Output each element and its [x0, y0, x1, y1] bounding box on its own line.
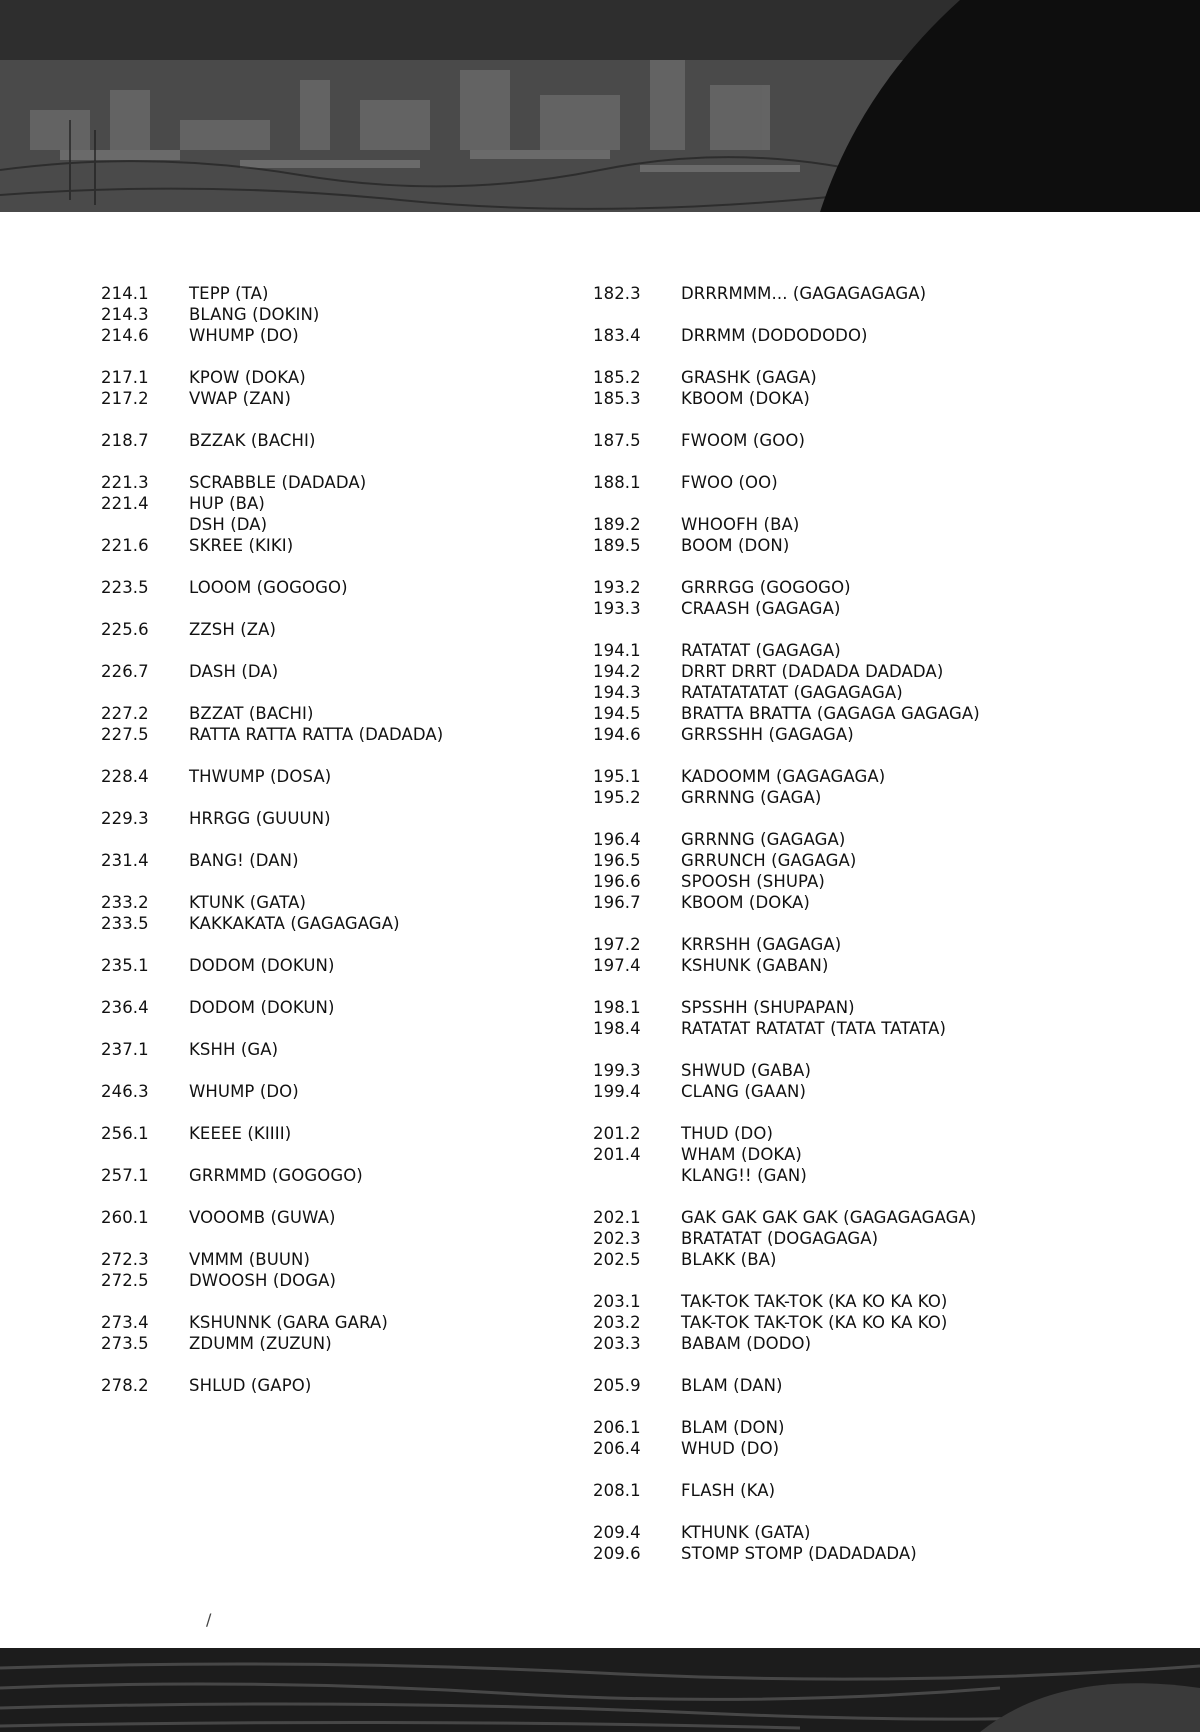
- sfx-translation: GRASHK (GAGA): [681, 368, 817, 387]
- sfx-page-panel-ref: 225.6: [101, 620, 149, 639]
- sfx-group: [101, 1312, 581, 1354]
- sfx-translation: RATATAT (GAGAGA): [681, 641, 841, 660]
- sfx-entry: [593, 1123, 1113, 1144]
- sfx-translation: SPSSHH (SHUPAPAN): [681, 998, 855, 1017]
- sfx-entry: [593, 892, 1113, 913]
- sfx-page-panel-ref: 194.5: [593, 704, 641, 723]
- sfx-translation: WHUMP (DO): [189, 1082, 299, 1101]
- sfx-page-panel-ref: 194.2: [593, 662, 641, 681]
- sfx-translation: HRRGG (GUUUN): [189, 809, 331, 828]
- sfx-group: [593, 829, 1113, 913]
- sfx-entry: [101, 1270, 581, 1291]
- sfx-group: [593, 1480, 1113, 1501]
- sfx-translation: KBOOM (DOKA): [681, 893, 810, 912]
- sfx-translation: BZZAK (BACHI): [189, 431, 316, 450]
- sfx-page-panel-ref: 257.1: [101, 1166, 149, 1185]
- sfx-page-panel-ref: 196.6: [593, 872, 641, 891]
- sfx-page-panel-ref: [101, 514, 189, 535]
- sfx-entry: [101, 304, 581, 325]
- sfx-entry: [593, 430, 1113, 451]
- sfx-entry: [593, 283, 1113, 304]
- sfx-translation: WHAM (DOKA): [681, 1145, 802, 1164]
- sfx-page-panel-ref: 231.4: [101, 851, 149, 870]
- sfx-group: [101, 283, 581, 346]
- sfx-glossary-left-column: [101, 283, 581, 1417]
- sfx-entry: [593, 598, 1113, 619]
- sfx-page-panel-ref: 272.3: [101, 1250, 149, 1269]
- sfx-group: [593, 934, 1113, 976]
- sfx-translation: SCRABBLE (DADADA): [189, 473, 367, 492]
- sfx-group: [593, 514, 1113, 556]
- sfx-translation: GRRNNG (GAGA): [681, 788, 822, 807]
- sfx-page-panel-ref: 202.5: [593, 1250, 641, 1269]
- sfx-entry: [101, 514, 581, 535]
- sfx-entry: [593, 787, 1113, 808]
- sfx-translation: DASH (DA): [189, 662, 279, 681]
- sfx-entry: [101, 619, 581, 640]
- sfx-entry: [101, 1207, 581, 1228]
- sfx-entry: [593, 661, 1113, 682]
- sfx-page-panel-ref: 214.1: [101, 284, 149, 303]
- sfx-page-panel-ref: 183.4: [593, 326, 641, 345]
- sfx-translation: WHUMP (DO): [189, 326, 299, 345]
- sfx-group: [101, 577, 581, 598]
- sfx-group: [101, 850, 581, 871]
- sfx-group: [593, 1291, 1113, 1354]
- sfx-entry: [101, 955, 581, 976]
- sfx-translation: KEEEE (KIIII): [189, 1124, 292, 1143]
- sfx-group: [593, 430, 1113, 451]
- sfx-entry: [101, 1249, 581, 1270]
- sfx-entry: [593, 1438, 1113, 1459]
- sfx-translation: KLANG!! (GAN): [681, 1166, 807, 1185]
- sfx-page-panel-ref: 195.1: [593, 767, 641, 786]
- sfx-entry: [593, 766, 1113, 787]
- sfx-entry: [101, 577, 581, 598]
- sfx-page-panel-ref: 221.6: [101, 536, 149, 555]
- sfx-translation: DODOM (DOKUN): [189, 998, 335, 1017]
- sfx-group: [101, 367, 581, 409]
- sfx-group: [101, 766, 581, 787]
- sfx-translation: WHOOFH (BA): [681, 515, 800, 534]
- sfx-translation: DODOM (DOKUN): [189, 956, 335, 975]
- sfx-group: [593, 997, 1113, 1039]
- sfx-group: [593, 1207, 1113, 1270]
- sfx-entry: [101, 1039, 581, 1060]
- sfx-group: [101, 955, 581, 976]
- sfx-page-panel-ref: 235.1: [101, 956, 149, 975]
- sfx-translation: FWOO (OO): [681, 473, 778, 492]
- sfx-entry: [593, 997, 1113, 1018]
- sfx-page-panel-ref: 237.1: [101, 1040, 149, 1059]
- sfx-page-panel-ref: 198.4: [593, 1019, 641, 1038]
- sfx-translation: BLAKK (BA): [681, 1250, 777, 1269]
- sfx-entry: [593, 640, 1113, 661]
- sfx-translation: KAKKAKATA (GAGAGAGA): [189, 914, 400, 933]
- sfx-entry: [101, 430, 581, 451]
- sfx-entry: [101, 283, 581, 304]
- sfx-translation: CRAASH (GAGAGA): [681, 599, 841, 618]
- sfx-group: [101, 703, 581, 745]
- sfx-page-panel-ref: 227.5: [101, 725, 149, 744]
- sfx-group: [101, 892, 581, 934]
- sfx-entry: [101, 367, 581, 388]
- sfx-page-panel-ref: 233.5: [101, 914, 149, 933]
- sfx-page-panel-ref: 202.1: [593, 1208, 641, 1227]
- sfx-translation: THWUMP (DOSA): [189, 767, 332, 786]
- sfx-translation: RATTA RATTA RATTA (DADADA): [189, 725, 444, 744]
- sfx-translation: GAK GAK GAK GAK (GAGAGAGAGA): [681, 1208, 977, 1227]
- rubble-illustration-icon: [0, 1648, 1200, 1732]
- sfx-group: [593, 1060, 1113, 1102]
- sfx-page-panel-ref: 197.4: [593, 956, 641, 975]
- sfx-group: [101, 1081, 581, 1102]
- sfx-page-panel-ref: 221.4: [101, 494, 149, 513]
- sfx-page-panel-ref: 199.3: [593, 1061, 641, 1080]
- sfx-translation: VMMM (BUUN): [189, 1250, 311, 1269]
- sfx-group: [101, 808, 581, 829]
- sfx-translation: BRATATAT (DOGAGAGA): [681, 1229, 879, 1248]
- sfx-group: [101, 661, 581, 682]
- sfx-entry: [593, 829, 1113, 850]
- sfx-page-panel-ref: 217.2: [101, 389, 149, 408]
- sfx-translation: TAK-TOK TAK-TOK (KA KO KA KO): [681, 1292, 948, 1311]
- sfx-page-panel-ref: 217.1: [101, 368, 149, 387]
- sfx-translation: BANG! (DAN): [189, 851, 299, 870]
- sfx-translation: FWOOM (GOO): [681, 431, 805, 450]
- sfx-group: [593, 1123, 1113, 1186]
- sfx-translation: ZDUMM (ZUZUN): [189, 1334, 332, 1353]
- sfx-page-panel-ref: 233.2: [101, 893, 149, 912]
- sfx-page-panel-ref: [593, 1165, 681, 1186]
- sfx-page-panel-ref: 205.9: [593, 1376, 641, 1395]
- sfx-translation: BOOM (DON): [681, 536, 790, 555]
- sfx-entry: [101, 325, 581, 346]
- sfx-entry: [101, 892, 581, 913]
- sfx-translation: SPOOSH (SHUPA): [681, 872, 825, 891]
- sfx-entry: [593, 1291, 1113, 1312]
- sfx-entry: [593, 955, 1113, 976]
- sfx-entry: [101, 493, 581, 514]
- sfx-entry: [593, 325, 1113, 346]
- sfx-group: [593, 325, 1113, 346]
- sfx-page-panel-ref: 189.5: [593, 536, 641, 555]
- sfx-group: [101, 619, 581, 640]
- sfx-translation: SKREE (KIKI): [189, 536, 294, 555]
- sfx-entry: [593, 577, 1113, 598]
- sfx-translation: DRRRMMM... (GAGAGAGAGA): [681, 284, 927, 303]
- sfx-translation: KTHUNK (GATA): [681, 1523, 811, 1542]
- sfx-page-panel-ref: 227.2: [101, 704, 149, 723]
- sfx-group: [593, 1522, 1113, 1564]
- sfx-entry: [593, 472, 1113, 493]
- sfx-group: [101, 1375, 581, 1396]
- sfx-translation: GRRSSHH (GAGAGA): [681, 725, 854, 744]
- sfx-page-panel-ref: 185.2: [593, 368, 641, 387]
- sfx-entry: [593, 1249, 1113, 1270]
- sfx-page-panel-ref: 203.3: [593, 1334, 641, 1353]
- sfx-entry: [101, 850, 581, 871]
- sfx-page-panel-ref: 218.7: [101, 431, 149, 450]
- sfx-translation: WHUD (DO): [681, 1439, 780, 1458]
- sfx-entry: [593, 1480, 1113, 1501]
- sfx-page-panel-ref: 256.1: [101, 1124, 149, 1143]
- sfx-group: [101, 1249, 581, 1291]
- sfx-entry: [101, 1375, 581, 1396]
- sfx-entry: [593, 1543, 1113, 1564]
- sfx-entry: [593, 1144, 1113, 1165]
- sfx-entry: [101, 997, 581, 1018]
- sfx-translation: BRATTA BRATTA (GAGAGA GAGAGA): [681, 704, 980, 723]
- sfx-page-panel-ref: 187.5: [593, 431, 641, 450]
- sfx-page-panel-ref: 182.3: [593, 284, 641, 303]
- sfx-page-panel-ref: 197.2: [593, 935, 641, 954]
- sfx-entry: [593, 871, 1113, 892]
- sfx-page-panel-ref: 273.4: [101, 1313, 149, 1332]
- sfx-entry: [593, 514, 1113, 535]
- sfx-group: [593, 766, 1113, 808]
- sfx-entry: [101, 1165, 581, 1186]
- sfx-page-panel-ref: 246.3: [101, 1082, 149, 1101]
- sfx-page-panel-ref: 221.3: [101, 473, 149, 492]
- sfx-group: [101, 1207, 581, 1228]
- sfx-entry: [593, 388, 1113, 409]
- sfx-translation: RATATATATAT (GAGAGAGA): [681, 683, 903, 702]
- sfx-page-panel-ref: 195.2: [593, 788, 641, 807]
- sfx-entry: [593, 703, 1113, 724]
- sfx-group: [593, 367, 1113, 409]
- sfx-translation: KSHH (GA): [189, 1040, 279, 1059]
- sfx-page-panel-ref: 194.3: [593, 683, 641, 702]
- sfx-page-panel-ref: 201.4: [593, 1145, 641, 1164]
- sfx-entry: [593, 1375, 1113, 1396]
- sfx-translation: RATATAT RATATAT (TATA TATATA): [681, 1019, 947, 1038]
- sfx-page-panel-ref: 193.2: [593, 578, 641, 597]
- sfx-translation: TAK-TOK TAK-TOK (KA KO KA KO): [681, 1313, 948, 1332]
- sfx-entry: [101, 535, 581, 556]
- sfx-page-panel-ref: 214.3: [101, 305, 149, 324]
- sfx-glossary-right-column: [593, 283, 1113, 1585]
- sfx-group: [593, 472, 1113, 493]
- sfx-page-panel-ref: 203.1: [593, 1292, 641, 1311]
- sfx-entry: [593, 1207, 1113, 1228]
- sfx-translation: SHWUD (GABA): [681, 1061, 811, 1080]
- sfx-page-panel-ref: 206.1: [593, 1418, 641, 1437]
- sfx-page-panel-ref: 278.2: [101, 1376, 149, 1395]
- sfx-translation: SHLUD (GAPO): [189, 1376, 312, 1395]
- sfx-translation: KSHUNNK (GARA GARA): [189, 1313, 388, 1332]
- sfx-translation: BLAM (DON): [681, 1418, 785, 1437]
- sfx-translation: BLAM (DAN): [681, 1376, 783, 1395]
- sfx-entry: [101, 1081, 581, 1102]
- sfx-group: [593, 1375, 1113, 1396]
- sfx-translation: GRRNNG (GAGAGA): [681, 830, 846, 849]
- sfx-entry: [101, 1312, 581, 1333]
- sfx-entry: [593, 1165, 1113, 1186]
- sfx-group: [101, 1123, 581, 1144]
- sfx-page-panel-ref: 196.4: [593, 830, 641, 849]
- sfx-group: [101, 430, 581, 451]
- sfx-entry: [593, 682, 1113, 703]
- sfx-entry: [101, 913, 581, 934]
- sfx-page-panel-ref: 196.5: [593, 851, 641, 870]
- sfx-page-panel-ref: 206.4: [593, 1439, 641, 1458]
- sfx-group: [101, 1165, 581, 1186]
- sfx-group: [101, 1039, 581, 1060]
- sfx-page-panel-ref: 228.4: [101, 767, 149, 786]
- sfx-page-panel-ref: 189.2: [593, 515, 641, 534]
- footer-illustration: [0, 1648, 1200, 1732]
- sfx-translation: VWAP (ZAN): [189, 389, 291, 408]
- sfx-translation: HUP (BA): [189, 494, 265, 513]
- sfx-group: [593, 283, 1113, 304]
- sfx-entry: [593, 934, 1113, 955]
- sfx-entry: [593, 724, 1113, 745]
- sfx-page-panel-ref: 202.3: [593, 1229, 641, 1248]
- sfx-page-panel-ref: 272.5: [101, 1271, 149, 1290]
- sfx-translation: BLANG (DOKIN): [189, 305, 320, 324]
- sfx-page-panel-ref: 214.6: [101, 326, 149, 345]
- sfx-entry: [593, 1081, 1113, 1102]
- sfx-page-panel-ref: 203.2: [593, 1313, 641, 1332]
- sfx-entry: [593, 850, 1113, 871]
- sfx-page-panel-ref: 223.5: [101, 578, 149, 597]
- sfx-entry: [593, 367, 1113, 388]
- sfx-group: [593, 1417, 1113, 1459]
- sfx-entry: [593, 1522, 1113, 1543]
- sfx-translation: GRRRGG (GOGOGO): [681, 578, 851, 597]
- sfx-page-panel-ref: 196.7: [593, 893, 641, 912]
- sfx-page-panel-ref: 209.6: [593, 1544, 641, 1563]
- sfx-translation: CLANG (GAAN): [681, 1082, 806, 1101]
- sfx-entry: [101, 1123, 581, 1144]
- sfx-translation: TEPP (TA): [189, 284, 269, 303]
- sfx-group: [593, 640, 1113, 745]
- sfx-page-panel-ref: 194.1: [593, 641, 641, 660]
- sfx-entry: [101, 724, 581, 745]
- sfx-entry: [101, 1333, 581, 1354]
- sfx-page-panel-ref: 226.7: [101, 662, 149, 681]
- sfx-page-panel-ref: 193.3: [593, 599, 641, 618]
- sfx-page-panel-ref: 201.2: [593, 1124, 641, 1143]
- sfx-translation: KRRSHH (GAGAGA): [681, 935, 842, 954]
- sfx-page-panel-ref: 229.3: [101, 809, 149, 828]
- page-mark: /: [206, 1610, 212, 1629]
- ruined-city-illustration-icon: [0, 0, 1200, 212]
- sfx-translation: KSHUNK (GABAN): [681, 956, 829, 975]
- sfx-translation: DSH (DA): [189, 515, 268, 534]
- sfx-group: [101, 472, 581, 556]
- sfx-group: [101, 997, 581, 1018]
- sfx-translation: DRRMM (DODODODO): [681, 326, 868, 345]
- sfx-translation: KBOOM (DOKA): [681, 389, 810, 408]
- sfx-entry: [101, 766, 581, 787]
- sfx-entry: [593, 1417, 1113, 1438]
- sfx-translation: VOOOMB (GUWA): [189, 1208, 336, 1227]
- sfx-translation: STOMP STOMP (DADADADA): [681, 1544, 917, 1563]
- sfx-translation: DRRT DRRT (DADADA DADADA): [681, 662, 944, 681]
- sfx-page-panel-ref: 273.5: [101, 1334, 149, 1353]
- sfx-entry: [101, 661, 581, 682]
- sfx-translation: DWOOSH (DOGA): [189, 1271, 337, 1290]
- sfx-entry: [101, 808, 581, 829]
- sfx-translation: BABAM (DODO): [681, 1334, 812, 1353]
- sfx-page-panel-ref: 185.3: [593, 389, 641, 408]
- sfx-translation: THUD (DO): [681, 1124, 773, 1143]
- sfx-page-panel-ref: 209.4: [593, 1523, 641, 1542]
- sfx-translation: GRRMMD (GOGOGO): [189, 1166, 363, 1185]
- sfx-translation: KTUNK (GATA): [189, 893, 307, 912]
- sfx-translation: ZZSH (ZA): [189, 620, 277, 639]
- sfx-translation: LOOOM (GOGOGO): [189, 578, 348, 597]
- sfx-entry: [593, 1228, 1113, 1249]
- sfx-translation: GRRUNCH (GAGAGA): [681, 851, 857, 870]
- sfx-entry: [593, 1312, 1113, 1333]
- sfx-page-panel-ref: 236.4: [101, 998, 149, 1017]
- sfx-page-panel-ref: 198.1: [593, 998, 641, 1017]
- sfx-entry: [593, 1018, 1113, 1039]
- sfx-entry: [593, 1333, 1113, 1354]
- sfx-translation: BZZAT (BACHI): [189, 704, 314, 723]
- sfx-entry: [101, 472, 581, 493]
- sfx-page-panel-ref: 208.1: [593, 1481, 641, 1500]
- sfx-entry: [101, 388, 581, 409]
- sfx-entry: [593, 535, 1113, 556]
- sfx-page-panel-ref: 194.6: [593, 725, 641, 744]
- sfx-translation: KADOOMM (GAGAGAGA): [681, 767, 886, 786]
- sfx-page-panel-ref: 188.1: [593, 473, 641, 492]
- sfx-page-panel-ref: 260.1: [101, 1208, 149, 1227]
- header-illustration: [0, 0, 1200, 212]
- sfx-group: [593, 577, 1113, 619]
- sfx-entry: [593, 1060, 1113, 1081]
- sfx-translation: KPOW (DOKA): [189, 368, 306, 387]
- sfx-entry: [101, 703, 581, 724]
- sfx-page-panel-ref: 199.4: [593, 1082, 641, 1101]
- sfx-translation: FLASH (KA): [681, 1481, 776, 1500]
